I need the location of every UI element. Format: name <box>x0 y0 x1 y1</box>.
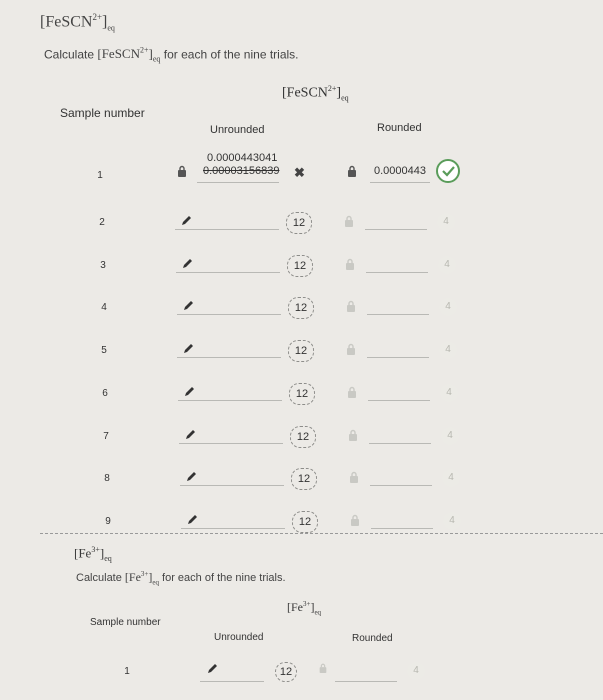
sample-number: 1 <box>124 666 130 677</box>
x-icon[interactable]: ✖ <box>294 165 305 180</box>
input-underline[interactable] <box>178 400 282 401</box>
unrounded-header: Unrounded <box>210 124 265 136</box>
input-underline <box>371 528 433 529</box>
sample-number: 8 <box>104 473 110 484</box>
input-underline <box>365 229 427 230</box>
unrounded-value: 0.0000443041 <box>207 152 278 164</box>
sig-figs-badge: 4 <box>443 512 461 530</box>
input-underline[interactable] <box>181 528 285 529</box>
sig-figs-badge: 4 <box>438 256 456 274</box>
pencil-icon[interactable] <box>182 300 194 312</box>
input-underline <box>367 357 429 358</box>
sig-figs-badge[interactable]: 12 <box>291 468 317 490</box>
pencil-icon[interactable] <box>183 386 195 398</box>
table-column-header: $[FeSCN^{2+}]_{eq}$ <box>282 84 349 103</box>
pencil-icon[interactable] <box>185 471 197 483</box>
instruction-chem: $[Fe^{3+}]_{eq}$ <box>124 570 159 587</box>
unrounded-header: Unrounded <box>214 632 264 643</box>
pencil-icon[interactable] <box>186 514 198 526</box>
sig-figs-badge[interactable]: 12 <box>292 511 318 533</box>
pencil-icon[interactable] <box>206 663 218 675</box>
sig-figs-badge[interactable]: 12 <box>286 212 312 234</box>
sample-number: 5 <box>101 345 107 356</box>
sig-figs-badge[interactable]: 12 <box>289 383 315 405</box>
sig-figs-badge: 4 <box>441 427 459 445</box>
rounded-header: Rounded <box>352 633 393 644</box>
input-underline <box>370 182 430 183</box>
table-column-header: $[Fe^{3+}]_{eq}$ <box>287 600 322 617</box>
sig-figs-badge: 4 <box>442 469 460 487</box>
sample-number: 1 <box>97 170 103 181</box>
input-underline <box>370 485 432 486</box>
lock-icon <box>346 165 358 177</box>
instruction-text: Calculate $[FeSCN^{2+}]_{eq}$ for each of the nine trials. <box>44 46 299 64</box>
input-underline[interactable] <box>175 229 279 230</box>
sig-figs-badge: 4 <box>439 341 457 359</box>
pencil-icon[interactable] <box>182 343 194 355</box>
input-underline <box>369 443 431 444</box>
pencil-icon[interactable] <box>180 215 192 227</box>
input-underline <box>368 400 430 401</box>
rounded-header: Rounded <box>377 122 422 134</box>
sample-number: 6 <box>102 388 108 399</box>
sig-figs-badge[interactable]: 12 <box>275 662 297 682</box>
sig-figs-badge[interactable]: 12 <box>288 297 314 319</box>
instruction-text: Calculate $[Fe^{3+}]_{eq}$ for each of the nine trials. <box>76 570 286 587</box>
input-underline <box>367 314 429 315</box>
sig-figs-badge[interactable]: 12 <box>288 340 314 362</box>
sample-number: 2 <box>99 217 105 228</box>
sample-number-header: Sample number <box>60 106 145 120</box>
rounded-value: 0.0000443 <box>374 165 426 177</box>
lock-icon <box>345 300 357 312</box>
lock-icon <box>346 386 358 398</box>
sig-figs-badge: 4 <box>439 298 457 316</box>
check-icon <box>436 159 460 183</box>
lock-icon <box>345 343 357 355</box>
sig-figs-badge[interactable]: 12 <box>287 255 313 277</box>
sample-number-header: Sample number <box>90 617 161 628</box>
input-underline <box>366 272 428 273</box>
sample-number: 3 <box>100 260 106 271</box>
lock-icon <box>344 258 356 270</box>
section-divider <box>40 533 603 534</box>
lock-icon <box>318 663 328 673</box>
sig-figs-badge: 4 <box>440 384 458 402</box>
sig-figs-badge: 4 <box>407 662 425 680</box>
unrounded-struck-value: 0.00003156839 <box>203 165 280 177</box>
lock-icon <box>349 514 361 526</box>
input-underline <box>335 681 397 682</box>
lock-icon <box>347 429 359 441</box>
section-title: $[FeSCN^{2+}]_{eq}$ <box>40 12 115 33</box>
instruction-chem: $[FeSCN^{2+}]_{eq}$ <box>97 46 161 64</box>
input-underline[interactable] <box>200 681 264 682</box>
input-underline[interactable] <box>176 272 280 273</box>
input-underline[interactable] <box>177 314 281 315</box>
lock-icon <box>176 165 188 177</box>
input-underline[interactable] <box>179 443 283 444</box>
pencil-icon[interactable] <box>181 258 193 270</box>
lock-icon <box>348 471 360 483</box>
section-title: $[Fe^{3+}]_{eq}$ <box>74 545 112 563</box>
input-underline <box>197 182 279 183</box>
lock-icon <box>343 215 355 227</box>
sig-figs-badge[interactable]: 12 <box>290 426 316 448</box>
pencil-icon[interactable] <box>184 429 196 441</box>
input-underline[interactable] <box>180 485 284 486</box>
sample-number: 9 <box>105 516 111 527</box>
input-underline[interactable] <box>177 357 281 358</box>
sig-figs-badge: 4 <box>437 213 455 231</box>
sample-number: 7 <box>103 431 109 442</box>
sample-number: 4 <box>101 302 107 313</box>
